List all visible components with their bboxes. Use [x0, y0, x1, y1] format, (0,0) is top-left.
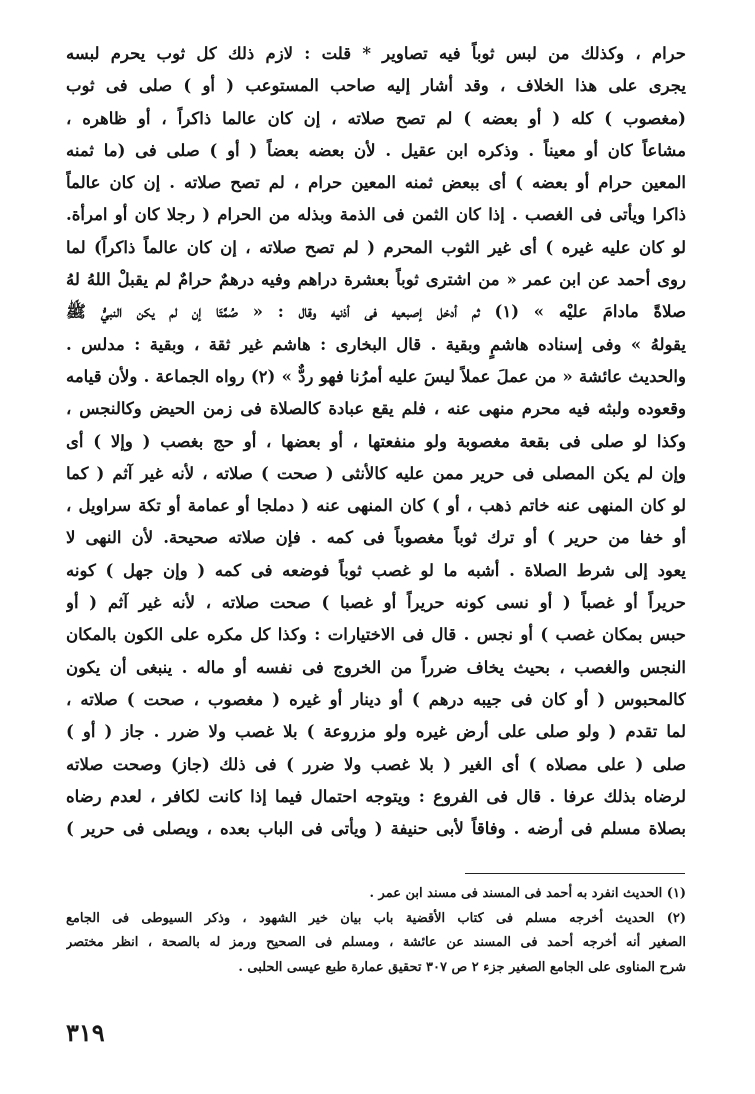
- text-line: صلاةً مادامَ عليْه » (١) ثم أدخل إصبعيه فى أذنيه وقال : « صُمَّتَا إن لم يكن النبيُّ ﷺ: [66, 302, 686, 322]
- footnotes-block: [66, 882, 686, 980]
- text-line: كالمحبوس ( أو كان فى جيبه درهم ) أو دينار أو غيره ( مغصوب ، صحت ) صلاته ،: [66, 689, 686, 709]
- text-line: صلى ( على مصلاه ) أى الغير ( بلا غصب ولا ضرر ) فى ذلك (جاز) وصحت صلاته: [66, 754, 686, 774]
- text-line: النجس والغصب ، بحيث يخاف ضرراً من الخروج فى نفسه أو ماله . ينبغى أن يكون: [66, 657, 686, 677]
- main-text-block: [66, 38, 686, 845]
- text-line: أو خفا من حرير ) أو ترك ثوباً مغصوباً فى كمه . فإن صلاته صحيحة. لأن النهى لا: [66, 528, 686, 548]
- text-line: يجرى على هذا الخلاف ، وقد أشار إليه صاحب المستوعب ( أو ) صلى فى ثوب: [66, 76, 686, 96]
- footnote-separator: [465, 873, 685, 874]
- text-line: لرضاه بذلك عرفا . قال فى الفروع : ويتوجه احتمال فيما إذا كانت لكافر ، لعدم رضاه: [66, 786, 686, 806]
- text-line: وإن لم يكن المصلى فى حرير ممن عليه كالأنثى ( صحت ) صلاته ، لأنه غير آثم ( كما: [66, 463, 686, 483]
- text-line: حريراً أو غصباً ( أو نسى كونه حريراً أو غصبا ) صحت صلاته ، لأنه غير آثم ( أو: [66, 593, 686, 613]
- text-line: والحديث عائشة « من عملَ عملاً ليسَ عليه أمرُنا فهو ردٌّ » (٢) رواه الجماعة . ولأن قيامه: [66, 366, 686, 386]
- page-number: ٣١٩: [66, 1018, 105, 1047]
- text-line: يعود إلى شرط الصلاة . أشبه ما لو غصب ثوباً فوضعه فى كمه ( وإن جهل ) كونه: [66, 560, 686, 580]
- text-line: (مغصوب ) كله ( أو بعضه ) لم تصح صلاته ، إن كان عالما ذاكراً ، أو ظاهره ،: [66, 108, 686, 128]
- footnote-line: (٢) الحديث أخرجه مسلم فى كتاب الأقضية باب بيان خير الشهود ، وذكر السيوطى فى الجامع: [66, 910, 686, 926]
- text-line: لو كان عليه غيره ) أى غير الثوب المحرم ( لم تصح صلاته ، إن كان عالماً ذاكراً) لما: [66, 237, 686, 257]
- text-line: يقولهُ » وفى إسناده هاشمٍ وبقية . قال البخارى : هاشم غير ثقة ، وبقية : مدلس .: [66, 334, 686, 354]
- text-line: حرام ، وكذلك من لبس ثوباً فيه تصاوير * قلت : لازم ذلك كل ثوب يحرم لبسه: [66, 44, 686, 63]
- text-line: ذاكرا ويأتى فى الغصب . إذا كان الثمن فى الذمة وبذله من الحرام ( رجلا كان أو امرأة.: [66, 205, 686, 225]
- text-line: مشاعاً كان أو معيناً . وذكره ابن عقيل . لأن بعضه بعضاً ( أو ) صلى فى (ما ثمنه: [66, 140, 686, 160]
- text-line: روى أحمد عن ابن عمر « من اشترى ثوباً بعشرة دراهم وفيه درهمٌ حرامٌ لم يقبلْ اللهُ لهُ: [66, 270, 686, 290]
- text-line: وقعوده ولبثه فيه محرم منهى عنه ، فلم يقع عبادة كالصلاة فى زمن الحيض وكالنجس ،: [66, 399, 686, 419]
- text-line: لو كان المنهى عنه خاتم ذهب ، أو ) كان المنهى عنه ( دملجا أو عمامة أو تكة سراويل ،: [66, 496, 686, 516]
- text-line: بصلاة مسلم فى أرضه . وفاقاً لأبى حنيفة ( ويأتى فى الباب بعده ، ويصلى فى حرير ): [66, 819, 686, 839]
- footnote-line: (١) الحديث انفرد به أحمد فى المسند فى مسند ابن عمر .: [369, 886, 686, 901]
- text-line: المعين حرام أو بعضه ) أى ببعض ثمنه المعين حرام ، لم تصح صلاته . إن كان عالماً: [66, 173, 686, 193]
- text-line: وكذا لو صلى فى بقعة مغصوبة ولو منفعتها ، أو بعضها ، أو حج بغصب ( وإلا ) أى: [66, 431, 686, 451]
- text-line: حبس بمكان غصب ) أو نجس . قال فى الاختيارات : وكذا كل مكره على الكون بالمكان: [66, 625, 686, 645]
- footnote-line: شرح المناوى على الجامع الصغير جزء ٢ ص ٣٠٧ تحقيق عمارة طبع عيسى الحلبى .: [238, 959, 686, 975]
- footnote-line: الصغير أنه أخرجه أحمد فى المسند عن عائشة ، ومسلم فى الصحيح ورمز له بالصحة ، انظر مختصر: [66, 935, 686, 950]
- text-line: لما تقدم ( ولو صلى على أرض غيره ولو مزروعة ) بلا غصب ولا ضرر . جاز ( أو ): [66, 722, 686, 742]
